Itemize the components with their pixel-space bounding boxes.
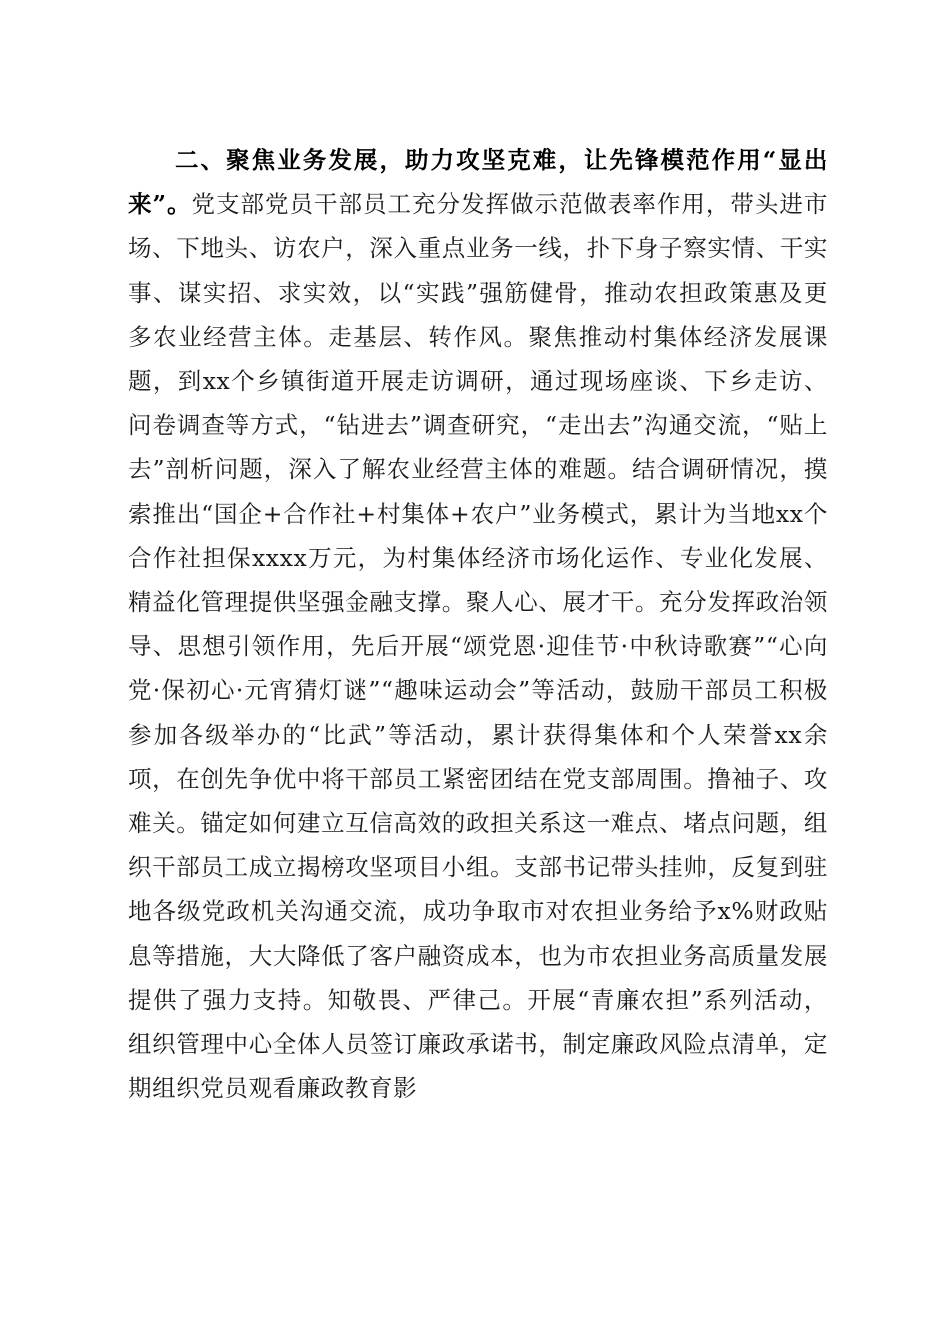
paragraph-text: 党支部党员干部员工充分发挥做示范做表率作用，带头进市场、下地头、访农户，深入重点业务一线，扑下身子察实情、干实事、谋实招、求实效，以“实践”强筋健骨，推动农担政策惠及更多农业经营主体。走基层、转作风。聚焦推动村集体经济发展课题，到xx个乡镇街道开展走访调研，通过现场座谈、下乡走访、问卷调查等方式，“钻进去”调查研究，“走出去”沟通交流，“贴上去”剖析问题，深入了解农业经营主体的难题。结合调研情况，摸索推出“国企+合作社+村集体+农户”业务模式，累计为当地xx个合作社担保xxxx万元，为村集体经济市场化运作、专业化发展、精益化管理提供坚强金融支撑。聚人心、展才干。充分发挥政治领导、思想引领作用，先后开展“颂党恩·迎佳节·中秋诗歌赛”“心向党·保初心·元宵猜灯谜”“趣味运动会”等活动，鼓励干部员工积极参加各级举办的“比武”等活动，累计获得集体和个人荣誉xx余项，在创先争优中将干部员工紧密团结在党支部周围。撸袖子、攻难关。锚定如何建立互信高效的政担关系这一难点、堵点问题，组织干部员工成立揭榜攻坚项目小组。支部书记带头挂帅，反复到驻地各级党政机关沟通交流，成功争取市对农担业务给予x%财政贴息等措施，大大降低了客户融资成本，也为市农担业务高质量发展提供了强力支持。知敬畏、严律己。开展“青廉农担”系列活动，组织管理中心全体人员签订廉政承诺书，制定廉政风险点清单，定期组织党员观看廉政教育影 bbox=[128, 190, 828, 1103]
section-heading: 二、聚焦业务发展，助力攻坚克难，让先锋模范作用“显出来”。 bbox=[128, 146, 828, 219]
body-paragraph bbox=[128, 138, 828, 1110]
